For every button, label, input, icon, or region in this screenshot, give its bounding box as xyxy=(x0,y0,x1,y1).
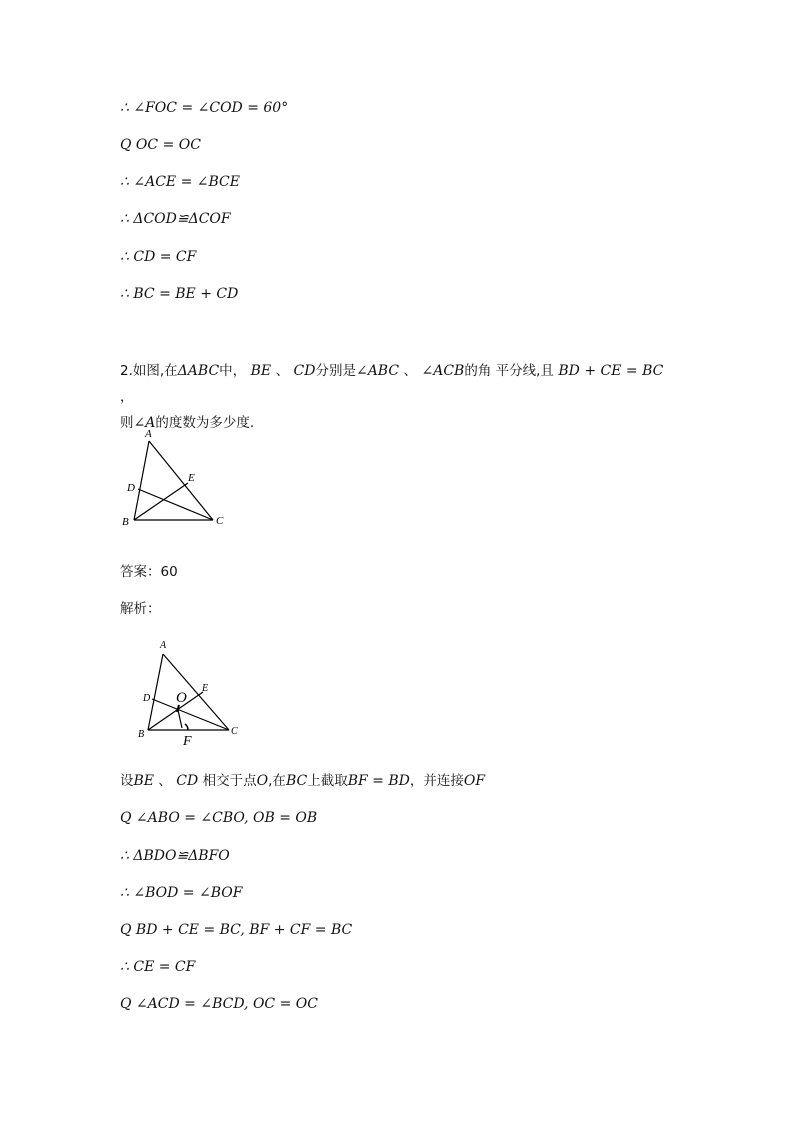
c-text: 相交于点 xyxy=(202,773,257,789)
triangle-figure-2 xyxy=(130,632,260,752)
q-text: 的度数为多少度. xyxy=(155,415,255,431)
side-ab xyxy=(134,441,149,520)
label-b: B xyxy=(122,516,129,528)
c-math: BC xyxy=(285,773,308,789)
q-math: ∠ACB xyxy=(421,363,465,379)
c-math: O xyxy=(256,773,269,789)
c-text: 上截取 xyxy=(307,773,348,789)
q-text: 、 xyxy=(403,363,418,379)
label-b: B xyxy=(138,729,145,740)
proof-line-7: Q ∠ABO = ∠CBO, OB = OB xyxy=(120,810,318,826)
q-text: ， xyxy=(120,389,134,405)
c-text: ，并连接 xyxy=(409,773,464,789)
label-o: O xyxy=(176,690,187,706)
proof-line-10: Q BD + CE = BC, BF + CF = BC xyxy=(120,922,353,938)
proof-line-8: ∴ ΔBDO≌ΔBFO xyxy=(120,848,230,864)
construction-line xyxy=(120,772,485,790)
proof-line-9: ∴ ∠BOD = ∠BOF xyxy=(120,885,243,901)
c-text: 设 xyxy=(120,773,134,789)
q-text: 2.如图,在 xyxy=(120,363,178,379)
c-math: BE xyxy=(133,773,155,789)
answer: 答案：60 xyxy=(120,564,178,580)
label-a: A xyxy=(160,640,167,651)
label-d: D xyxy=(143,693,151,704)
proof-line-5: ∴ CD = CF xyxy=(120,249,197,265)
proof-line-4: ∴ ΔCOD≌ΔCOF xyxy=(120,211,231,227)
label-c: C xyxy=(231,726,238,737)
side-ab xyxy=(148,654,163,730)
segment-of xyxy=(178,710,182,728)
q-text: 中， xyxy=(219,363,247,379)
c-text: ,在 xyxy=(268,773,286,789)
label-c: C xyxy=(216,515,224,527)
c-text: 、 xyxy=(154,773,172,789)
side-ac xyxy=(149,441,213,520)
label-a: A xyxy=(145,428,152,440)
label-e: E xyxy=(202,683,209,694)
proof-line-1: ∴ ∠FOC = ∠COD = 60° xyxy=(120,100,289,116)
proof-line-6: ∴ BC = BE + CD xyxy=(120,286,239,302)
bisector-cd xyxy=(152,699,229,730)
q-text: 、 xyxy=(275,363,290,379)
c-math: OF xyxy=(463,773,486,789)
proof-line-12: Q ∠ACD = ∠BCD, OC = OC xyxy=(120,996,318,1012)
label-f: F xyxy=(183,734,192,749)
analysis-label: 解析： xyxy=(120,601,161,617)
q-math: ∠ABC xyxy=(355,363,400,379)
q-math: CD xyxy=(293,363,316,379)
c-math: CD xyxy=(176,773,199,789)
q-math: BE xyxy=(250,363,272,379)
q-text: 分别是 xyxy=(315,363,356,379)
q-text: 的角 平分线,且 xyxy=(464,363,554,379)
triangle-figure-1 xyxy=(112,420,242,535)
proof-line-11: ∴ CE = CF xyxy=(120,959,196,975)
bisector-be xyxy=(134,483,188,520)
bisector-cd xyxy=(138,489,213,520)
q-math: ∠A xyxy=(133,415,156,431)
proof-line-3: ∴ ∠ACE = ∠BCE xyxy=(120,174,240,190)
label-e: E xyxy=(188,472,195,484)
label-d: D xyxy=(127,482,135,494)
c-math: BF = BD xyxy=(347,773,410,789)
q-math: ΔABC xyxy=(177,363,220,379)
angle-mark-f xyxy=(185,724,188,730)
side-ac xyxy=(163,654,229,730)
q-math: BD + CE = BC xyxy=(558,363,664,379)
proof-line-2: Q OC = OC xyxy=(120,137,201,153)
q-text: 则 xyxy=(120,415,134,431)
